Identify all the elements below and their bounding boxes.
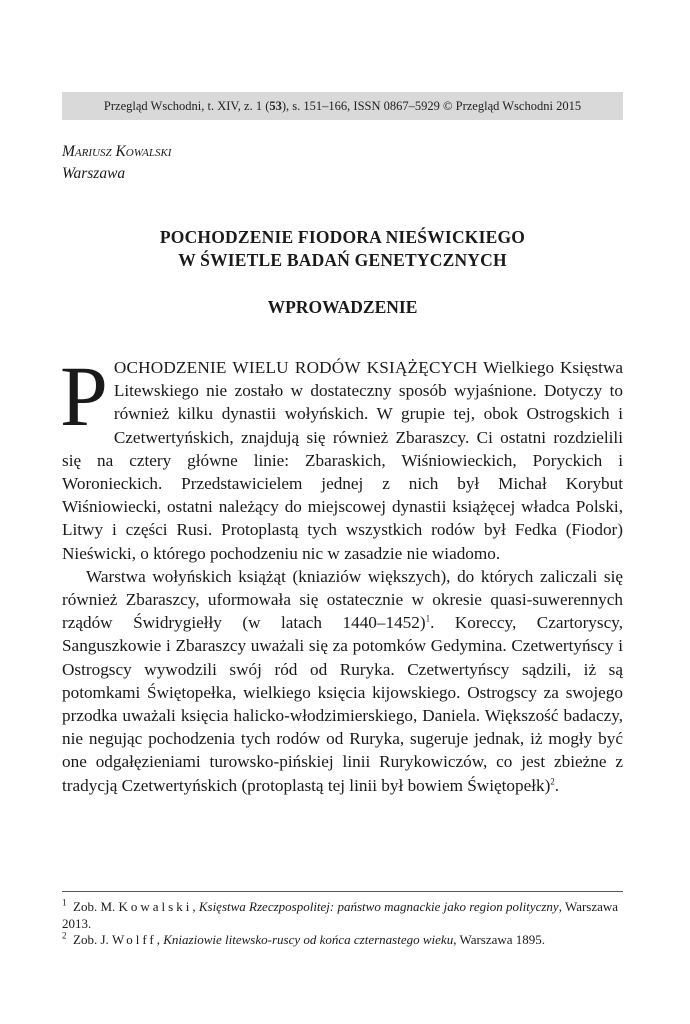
article-body (60, 348, 623, 797)
footnote-1-sep: , (192, 899, 199, 914)
footnote-1 (62, 899, 623, 932)
citation-suffix: ), s. 151–166, ISSN 0867–5929 © Przegląd Wschodni 2015 (281, 99, 582, 113)
footnote-1-post: , Warszawa 2013. (62, 899, 619, 931)
footnote-2-sep: , (156, 932, 164, 947)
paragraph-1 (60, 348, 623, 565)
footnote-1-pre: Zob. M. (73, 899, 119, 914)
footnote-2-title: Kniaziowie litewsko-ruscy od końca czternastego wieku (163, 932, 454, 947)
footnote-2-author: Wolff (112, 932, 157, 947)
footnote-2 (62, 932, 623, 949)
paragraph-2-part-3: . (554, 775, 560, 795)
footnote-2-pre: Zob. J. (73, 932, 112, 947)
footnotes (62, 899, 623, 949)
journal-citation-header (62, 92, 623, 120)
footnote-ref-1[interactable]: 1 (425, 613, 431, 624)
paragraph-2-part-2: . Koreccy, Czartoryscy, Sanguszkowie i Zbaraszcy uważali się za potomków Gedymina. Czetwertyńscy i Ostrogscy wywodzili swój ród od Ruryka. Czetwertyńscy sądzili, iż są potomkami Świętopełka, wielkiego księcia kijowskiego. Ostrogscy za swojego przodka uważali księcia halicko-włodzimierskiego, Daniela. Większość badaczy, nie negując pochodzenia tych rodów od Ruryka, sugeruje jednak, iż mogły być one odgałęzieniami turowsko-pińskiej linii Rurykowiczów, co jest zbieżne z tradycją Czetwertyńskich (protoplastą tej linii był bowiem Świętopełk) (62, 613, 623, 795)
footnote-1-title: Księstwa Rzeczpospolitej: państwo magnackie jako region polityczny (198, 899, 559, 914)
section-heading: WPROWADZENIE (267, 297, 418, 317)
footnote-divider (62, 891, 623, 892)
citation-issue: 53 (269, 99, 282, 113)
opening-smallcaps: OCHODZENIE WIELU RODÓW KSIĄŻĘCYCH (113, 358, 478, 377)
author-city: Warszawa (62, 165, 126, 182)
footnote-2-post: , Warszawa 1895. (453, 932, 546, 947)
footnote-1-number: 1 (62, 897, 67, 908)
article-title (62, 226, 623, 272)
footnote-2-number: 2 (62, 930, 67, 941)
footnote-1-author: Kowalski (118, 899, 193, 914)
paragraph-2-part-1: Warstwa wołyńskich książąt (kniaziów większych), do których zaliczali się również Zbaraszcy, uformowała się ostatecznie w okresie quasi-suwerennych rządów Świdrygiełły (w latach 1440–1452) (62, 566, 623, 633)
paragraph-1-text: Wielkiego Księstwa Litewskiego nie zostało w dostateczny sposób wyjaśnione. Dotyczy to również kilku dynastii wołyńskich. W grupie tej, obok Ostrogskich i Czetwertyńskich, znajdują się również Zbaraszcy. Ci ostatni rozdzielili się na cztery główne linie: Zbaraskich, Wiśniowieckich, Poryckich i Woronieckich. Przedstawicielem jednej z nich był Michał Korybut Wiśniowiecki, ostatni należący do miejscowej dynastii książęcej władca Polski, Litwy i części Rusi. Protoplastą tych wszystkich rodów był Fedka (Fiodor) Nieświcki, o którego pochodzeniu nic w zasadzie nie wiadomo. (62, 358, 623, 563)
drop-cap: P (60, 348, 108, 444)
author-name: Mariusz Kowalski (62, 143, 172, 160)
paragraph-2 (62, 565, 623, 797)
citation-prefix: Przegląd Wschodni, t. XIV, z. 1 ( (103, 99, 270, 113)
footnote-ref-2[interactable]: 2 (550, 775, 555, 786)
title-line-2: W ŚWIETLE BADAŃ GENETYCZNYCH (178, 250, 507, 270)
title-line-1: POCHODZENIE FIODORA NIEŚWICKIEGO (159, 227, 526, 247)
